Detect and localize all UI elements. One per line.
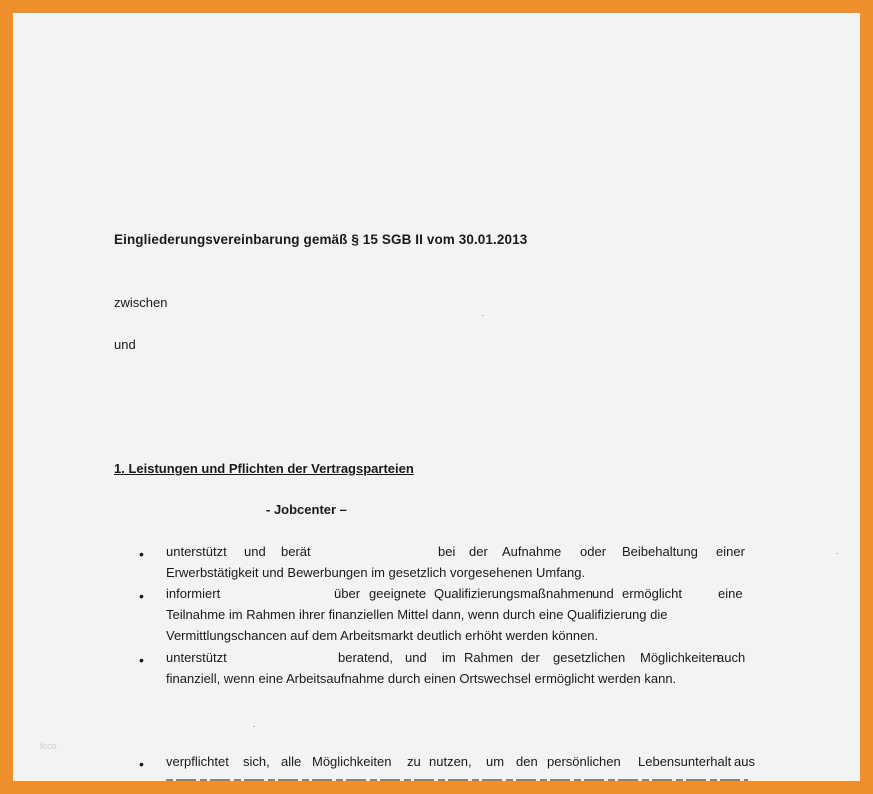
- word: um: [486, 754, 505, 769]
- bullet-2-line-2: Teilnahme im Rahmen ihrer finanziellen Mittel dann, wenn durch eine Qualifizierung die: [166, 607, 668, 622]
- word: geeignete: [369, 586, 427, 601]
- scan-speck: [253, 726, 255, 727]
- word: auch: [717, 650, 746, 665]
- word: über: [334, 586, 361, 601]
- word: Lebensunterhalt: [638, 754, 732, 769]
- word: gesetzlichen: [553, 650, 626, 665]
- word: ermöglicht: [622, 586, 682, 601]
- word: Rahmen: [464, 650, 514, 665]
- and-label: und: [114, 337, 136, 352]
- word: aus: [734, 754, 755, 769]
- word: eine: [718, 586, 743, 601]
- word: unterstützt: [166, 650, 227, 665]
- word: Möglichkeiten: [640, 650, 720, 665]
- word: informiert: [166, 586, 221, 601]
- word: zu: [407, 754, 421, 769]
- word: der: [521, 650, 540, 665]
- word: Qualifizierungsmaßnahmen: [434, 586, 593, 601]
- word: berät: [281, 544, 311, 559]
- word: und: [592, 586, 614, 601]
- word: im: [442, 650, 456, 665]
- word: nutzen,: [429, 754, 472, 769]
- section-1-heading: 1. Leistungen und Pflichten der Vertragsparteien: [114, 461, 414, 476]
- word: Aufnahme: [502, 544, 562, 559]
- bullet-dot: •: [139, 588, 144, 604]
- word: persönlichen: [547, 754, 621, 769]
- word: verpflichtet: [166, 754, 229, 769]
- bullet-dot: •: [139, 546, 144, 562]
- word: alle: [281, 754, 302, 769]
- word: sich,: [243, 754, 270, 769]
- word: unterstützt: [166, 544, 227, 559]
- bullet-dot: •: [139, 652, 144, 668]
- word: den: [516, 754, 538, 769]
- word: bei: [438, 544, 456, 559]
- bullet-2-line-3: Vermittlungschancen auf dem Arbeitsmarkt deutlich erhöht werden können.: [166, 628, 599, 643]
- word: Möglichkeiten: [312, 754, 392, 769]
- scan-speck: [482, 315, 484, 316]
- word: oder: [580, 544, 607, 559]
- word: Beibehaltung: [622, 544, 698, 559]
- bullet-dot: •: [139, 756, 144, 772]
- scanned-document-page: [13, 13, 860, 781]
- word: und: [244, 544, 266, 559]
- document-title: Eingliederungsvereinbarung gemäß § 15 SGB II vom 30.01.2013: [114, 232, 528, 247]
- bullet-3-line-2: finanziell, wenn eine Arbeitsaufnahme durch einen Ortswechsel ermöglicht werden kann.: [166, 671, 677, 686]
- scan-speck: [836, 553, 838, 554]
- cut-off-text-line: [166, 776, 748, 781]
- word: einer: [716, 544, 745, 559]
- between-label: zwischen: [114, 295, 168, 310]
- word: und: [405, 650, 427, 665]
- word: beratend,: [338, 650, 393, 665]
- bullet-1-line-2: Erwerbstätigkeit und Bewerbungen im gesetzlich vorgesehenen Umfang.: [166, 565, 586, 580]
- jobcenter-subheading: - Jobcenter –: [266, 502, 347, 517]
- word: der: [469, 544, 488, 559]
- scan-mark: fcco: [40, 741, 57, 751]
